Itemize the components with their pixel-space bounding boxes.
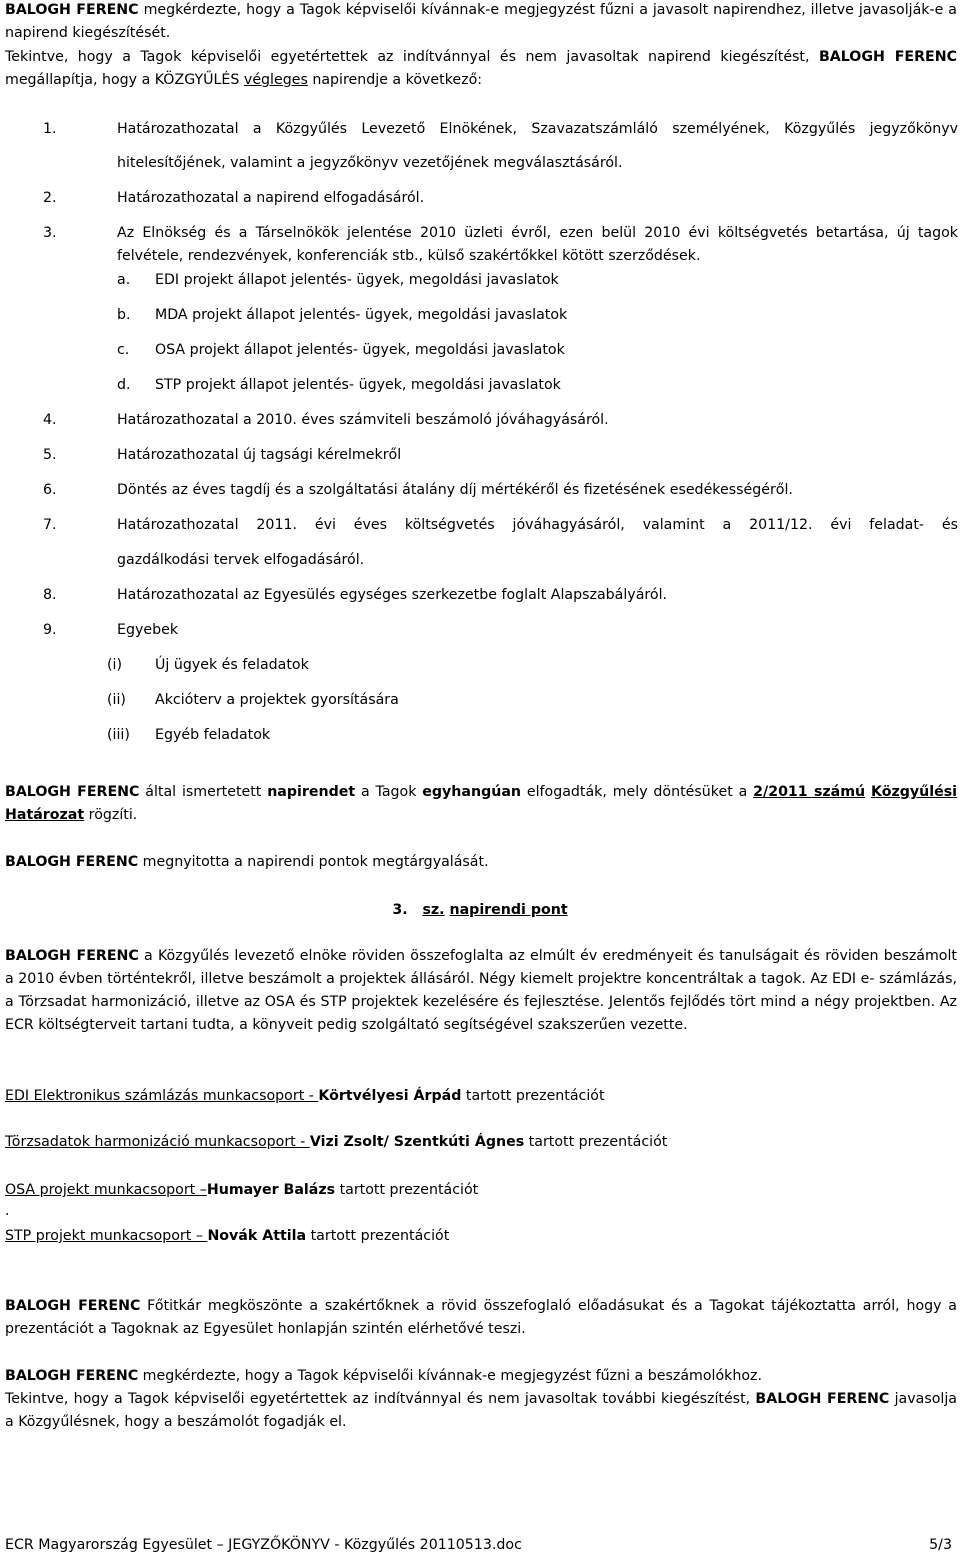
presentation-osa: OSA projekt munkacsoport –Humayer Balázs tartott prezentációt: [5, 1182, 479, 1198]
speaker-name: BALOGH FERENC: [5, 2, 139, 18]
intro-paragraph-2: Tekintve, hogy a Tagok képviselői egyetértettek az indítvánnyal és nem javasoltak napirend kiegészítést, BALOGH FERENC megállapítja, hogy a KÖZGYŰLÉS végleges napirendje a következő:: [5, 49, 957, 88]
intro-paragraph-1: BALOGH FERENC megkérdezte, hogy a Tagok képviselői kívánnak-e megjegyzést fűzni a javasolt napirendhez, illetve javasolják-e a napirend kiegészítését.: [5, 2, 957, 41]
summary-paragraph: BALOGH FERENC a Közgyűlés levezető elnöke röviden összefoglalta az elmúlt év eredményeit és tanulságait és röviden beszámolt a 2010 évben történtekről, illetve beszámolt a projektek állásáról. Négy kiemelt projektre koncentráltak a tagok. Az EDI e- számlázás, a Törzsadat harmonizáció, illetve az OSA és STP projektek kezelésére és fejlesztése. Jelentős fejlődés tört mind a négy projektben. Az ECR költségterveit tartani tudta, a könyveit pedig szolgáltató segítségével szakszerűen vezette.: [5, 948, 957, 1033]
footer-page-number: 5/3: [929, 1537, 952, 1553]
closing-paragraph-2: Tekintve, hogy a Tagok képviselői egyetértettek az indítvánnyal és nem javasoltak további kiegészítést, BALOGH FERENC javasolja a Közgyűlésnek, hogy a beszámolót fogadják el.: [5, 1391, 957, 1430]
stray-dot: .: [5, 1203, 10, 1219]
presentation-torzsadat: Törzsadatok harmonizáció munkacsoport - Vizi Zsolt/ Szentkúti Ágnes tartott prezentációt: [5, 1134, 668, 1150]
speaker-name: BALOGH FERENC: [818, 49, 957, 65]
closing-paragraph-1: BALOGH FERENC megkérdezte, hogy a Tagok képviselői kívánnak-e megjegyzést fűzni a beszámolókhoz.: [5, 1368, 762, 1384]
presentation-edi: EDI Elektronikus számlázás munkacsoport - Körtvélyesi Árpád tartott prezentációt: [5, 1088, 605, 1104]
presentation-stp: STP projekt munkacsoport – Novák Attila tartott prezentációt: [5, 1228, 450, 1244]
thanks-paragraph: BALOGH FERENC Főtitkár megköszönte a szakértőknek a rövid összefoglaló előadásukat és a Tagokat tájékoztatta arról, hogy a prezentációt a Tagoknak az Egyesület honlapján szintén elérhetővé teszi.: [5, 1298, 957, 1337]
document-page: BALOGH FERENC megkérdezte, hogy a Tagok képviselői kívánnak-e megjegyzést fűzni a javasolt napirendhez, illetve javasolják-e a napirend kiegészítését. Tekintve, hogy a Tagok képviselői egyetértettek az indítvánnyal és nem javasoltak napirend kiegészítést, BALOGH FERENC megállapítja, hogy a KÖZGYŰLÉS végleges napirendje a következő: 1. Határozathozatal a Közgyűlés Levezető Elnökének, Szavazatszámláló személyének, Közgyűlés jegyzőkönyv hitelesítőjének, valamint a jegyzőkönyv vezetőjének megválasztásáról. 2. Határozathozatal a napirend elfogadásáról. 3. Az Elnökség és a Társelnökök jelentése 2010 üzleti évről, ezen belül 2010 évi költségvetés betartása, új tagok felvétele, rendezvények, konferenciák stb., külső szakértőkkel kötött szerződések. a. EDI projekt állapot jelentés- ügyek, megoldási javaslatok b. MDA projekt állapot jelentés- ügyek, megoldási javaslatok c. OSA projekt állapot jelentés- ügyek, megoldási javaslatok d. STP projekt állapot jelentés- ügyek, megoldási javaslatok 4. Határozathozatal a 2010. éves számviteli beszámoló jóváhagyásáról. 5. Határozathozatal új tagsági kérelmekről 6. Döntés az éves tagdíj és a szolgáltatási átalány díj mértékéről és fizetésének esedékességéről. 7. Határozathozatal 2011. évi éves költségvetés jóváhagyásáról, valamint a 2011/12. évi feladat- és gazdálkodási tervek elfogadásáról. 8. Határozathozatal az Egyesülés egységes szerkezetbe foglalt Alapszabályáról. 9. Egyebek (i) Új ügyek és feladatok (ii) Akcióterv a projektek gyorsítására (iii) Egyéb feladatok BALOGH FERENC által ismertetett napirendet a Tagok egyhangúan elfogadták, mely döntésüket a 2/2011 számú Közgyűlési Határozat rögzíti. BALOGH FERENC megnyitotta a napirendi pontok megtárgyalását. 3. sz. napirendi pont BALOGH FERENC a Közgyűlés levezető elnöke röviden összefoglalta az elmúlt év eredményeit és tanulságait és röviden beszámolt a 2010 évben történtekről, illetve beszámolt a projektek állásáról. Négy kiemelt projektre koncentráltak a tagok. Az EDI e- számlázás, a Törzsadat harmonizáció, illetve az OSA és STP projektek kezelésére és fejlesztése. Jelentős fejlődés tört mind a négy projektben. Az ECR költségterveit tartani tudta, a könyveit pedig szolgáltató segítségével szakszerűen vezette. EDI Elektronikus számlázás munkacsoport - Körtvélyesi Árpád tartott prezentációt Törzsadatok harmonizáció munkacsoport - Vizi Zsolt/ Szentkúti Ágnes tartott prezentációt OSA projekt munkacsoport –Humayer Balázs tartott prezentációt . STP projekt munkacsoport – Novák Attila tartott prezentációt BALOGH FERENC Főtitkár megköszönte a szakértőknek a rövid összefoglaló előadásukat és a Tagokat tájékoztatta arról, hogy a prezentációt a Tagoknak az Egyesület honlapján szintén elérhetővé teszi. BALOGH FERENC megkérdezte, hogy a Tagok képviselői kívánnak-e megjegyzést fűzni a beszámolókhoz. Tekintve, hogy a Tagok képviselői egyetértettek az indítvánnyal és nem javasoltak további kiegészítést, BALOGH FERENC javasolja a Közgyűlésnek, hogy a beszámolót fogadják el. ECR Magyarország Egyesület – JEGYZŐKÖNYV - Közgyűlés 20110513.doc 5/3: [0, 0, 960, 1563]
section-heading: 3. sz. napirendi pont: [392, 902, 568, 918]
resolution-paragraph: BALOGH FERENC által ismertetett napirendet a Tagok egyhangúan elfogadták, mely döntésüket a 2/2011 számú Közgyűlési Határozat rögzíti.: [5, 784, 957, 823]
footer-document-title: ECR Magyarország Egyesület – JEGYZŐKÖNYV - Közgyűlés 20110513.doc: [5, 1537, 522, 1553]
opening-paragraph: BALOGH FERENC megnyitotta a napirendi pontok megtárgyalását.: [5, 854, 489, 870]
